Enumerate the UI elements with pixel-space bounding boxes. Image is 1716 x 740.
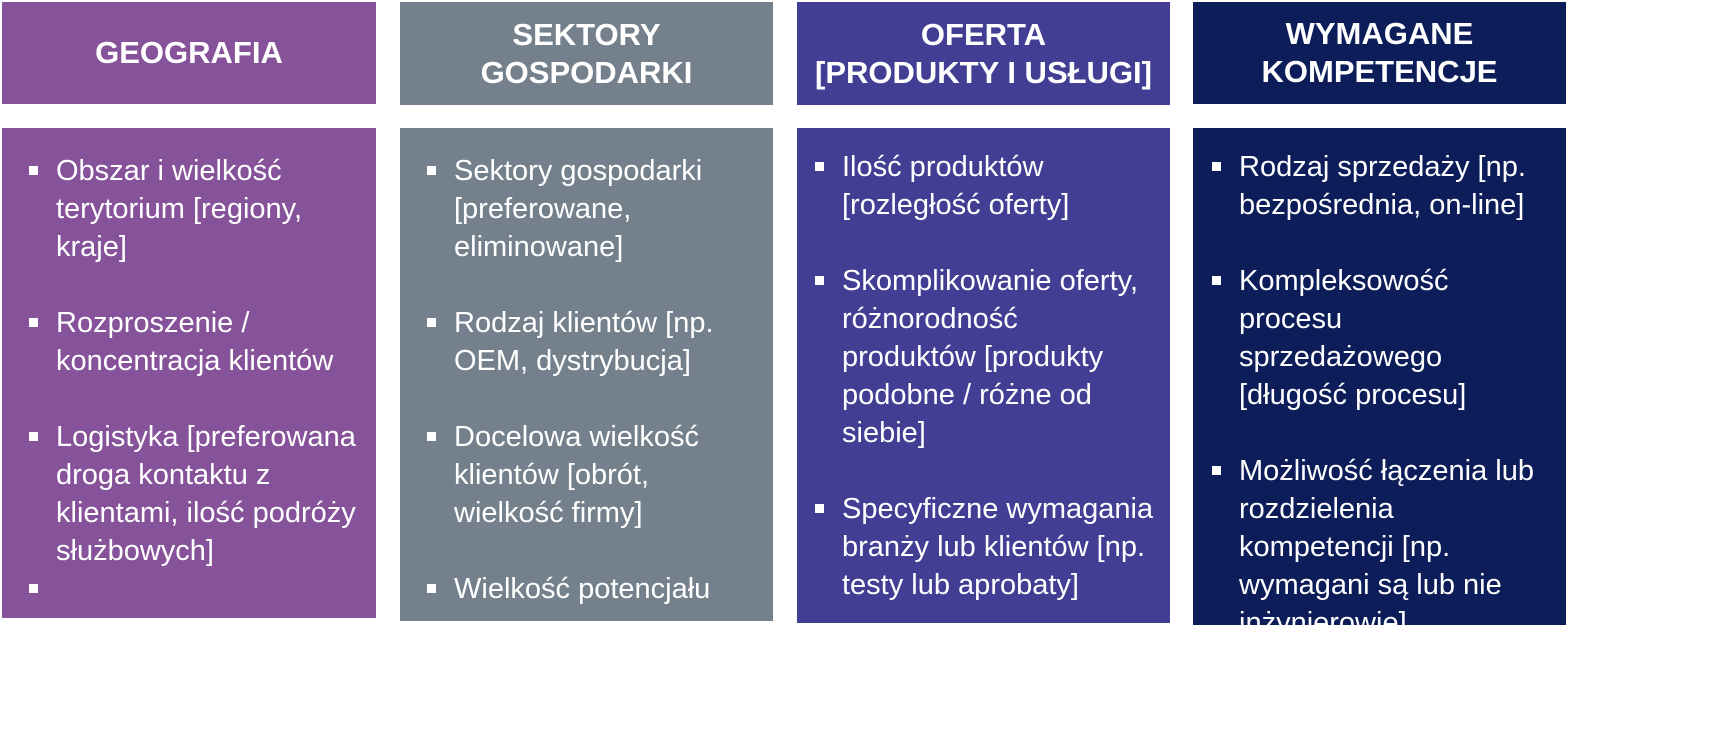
column-header-wymagane-kompetencje xyxy=(1193,2,1566,104)
list-item-text: Sektory gospodarki [preferowane, eliminowane] xyxy=(454,155,703,263)
list-item xyxy=(29,152,362,266)
list-item-text: Logistyka [preferowana droga kontaktu z klientami, ilość podróży służbowych] xyxy=(56,421,356,567)
bullet-icon xyxy=(815,504,824,513)
list-item-empty xyxy=(1212,642,1552,665)
list-item-empty xyxy=(29,570,362,593)
column-title-wymagane-kompetencje: WYMAGANE KOMPETENCJE xyxy=(1261,16,1498,89)
bullet-icon xyxy=(1212,276,1221,285)
column-body-oferta xyxy=(797,128,1170,623)
bullet-icon xyxy=(1212,466,1221,475)
list-item xyxy=(29,418,362,570)
list-item-text: Rodzaj sprzedaży [np. bezpośrednia, on-line] xyxy=(1239,151,1526,221)
bullet-icon xyxy=(815,162,824,171)
bullet-icon xyxy=(1212,656,1221,665)
column-body-geografia xyxy=(2,128,376,618)
list-item xyxy=(427,418,759,532)
bullet-icon xyxy=(427,432,436,441)
list-item-text: Docelowa wielkość klientów [obrót, wielkość firmy] xyxy=(454,421,699,529)
column-title-sektory-gospodarki: SEKTORY GOSPODARKI xyxy=(480,16,693,90)
bullet-icon xyxy=(815,276,824,285)
list-item xyxy=(427,304,759,380)
bullet-icon xyxy=(427,584,436,593)
list-item xyxy=(427,570,759,608)
list-item-text: Rozproszenie / koncentracja klientów xyxy=(56,307,334,377)
list-item xyxy=(1212,262,1552,414)
list-item xyxy=(815,490,1156,604)
list-item-text: Rodzaj klientów [np. OEM, dystrybucja] xyxy=(454,307,714,377)
list-item xyxy=(1212,452,1552,642)
list-item xyxy=(1212,148,1552,224)
column-header-geografia xyxy=(2,2,376,104)
list-item xyxy=(815,148,1156,224)
list-item-text: Specyficzne wymagania branży lub klientów [np. testy lub aprobaty] xyxy=(842,493,1154,601)
list-item xyxy=(815,262,1156,452)
bullet-icon xyxy=(427,318,436,327)
column-body-wymagane-kompetencje xyxy=(1193,128,1566,639)
list-item-text: Kompleksowość procesu sprzedażowego [długość procesu] xyxy=(1239,265,1467,411)
list-item-text: Ilość produktów [rozległość oferty] xyxy=(842,151,1070,221)
column-header-oferta xyxy=(797,2,1170,105)
list-item-text: Wielkość potencjału xyxy=(454,573,711,605)
list-item-text: Skomplikowanie oferty, różnorodność produktów [produkty podobne / różne od siebie] xyxy=(842,265,1139,449)
bullet-icon xyxy=(29,318,38,327)
column-title-oferta: OFERTA [PRODUKTY I USŁUGI] xyxy=(815,16,1152,90)
column-header-sektory-gospodarki xyxy=(400,2,773,105)
list-item-text: Możliwość łączenia lub rozdzielenia kompetencji [np. wymagani są lub nie inżynierowie] xyxy=(1239,455,1534,639)
bullet-icon xyxy=(29,432,38,441)
bullet-icon xyxy=(29,584,38,593)
bullet-icon xyxy=(1212,162,1221,171)
bullet-icon xyxy=(29,166,38,175)
column-body-sektory-gospodarki xyxy=(400,128,773,621)
bullet-icon xyxy=(427,166,436,175)
list-item xyxy=(427,152,759,266)
list-item-text: Obszar i wielkość terytorium [regiony, kraje] xyxy=(56,155,303,263)
list-item xyxy=(29,304,362,380)
column-title-geografia: GEOGRAFIA xyxy=(95,35,283,70)
